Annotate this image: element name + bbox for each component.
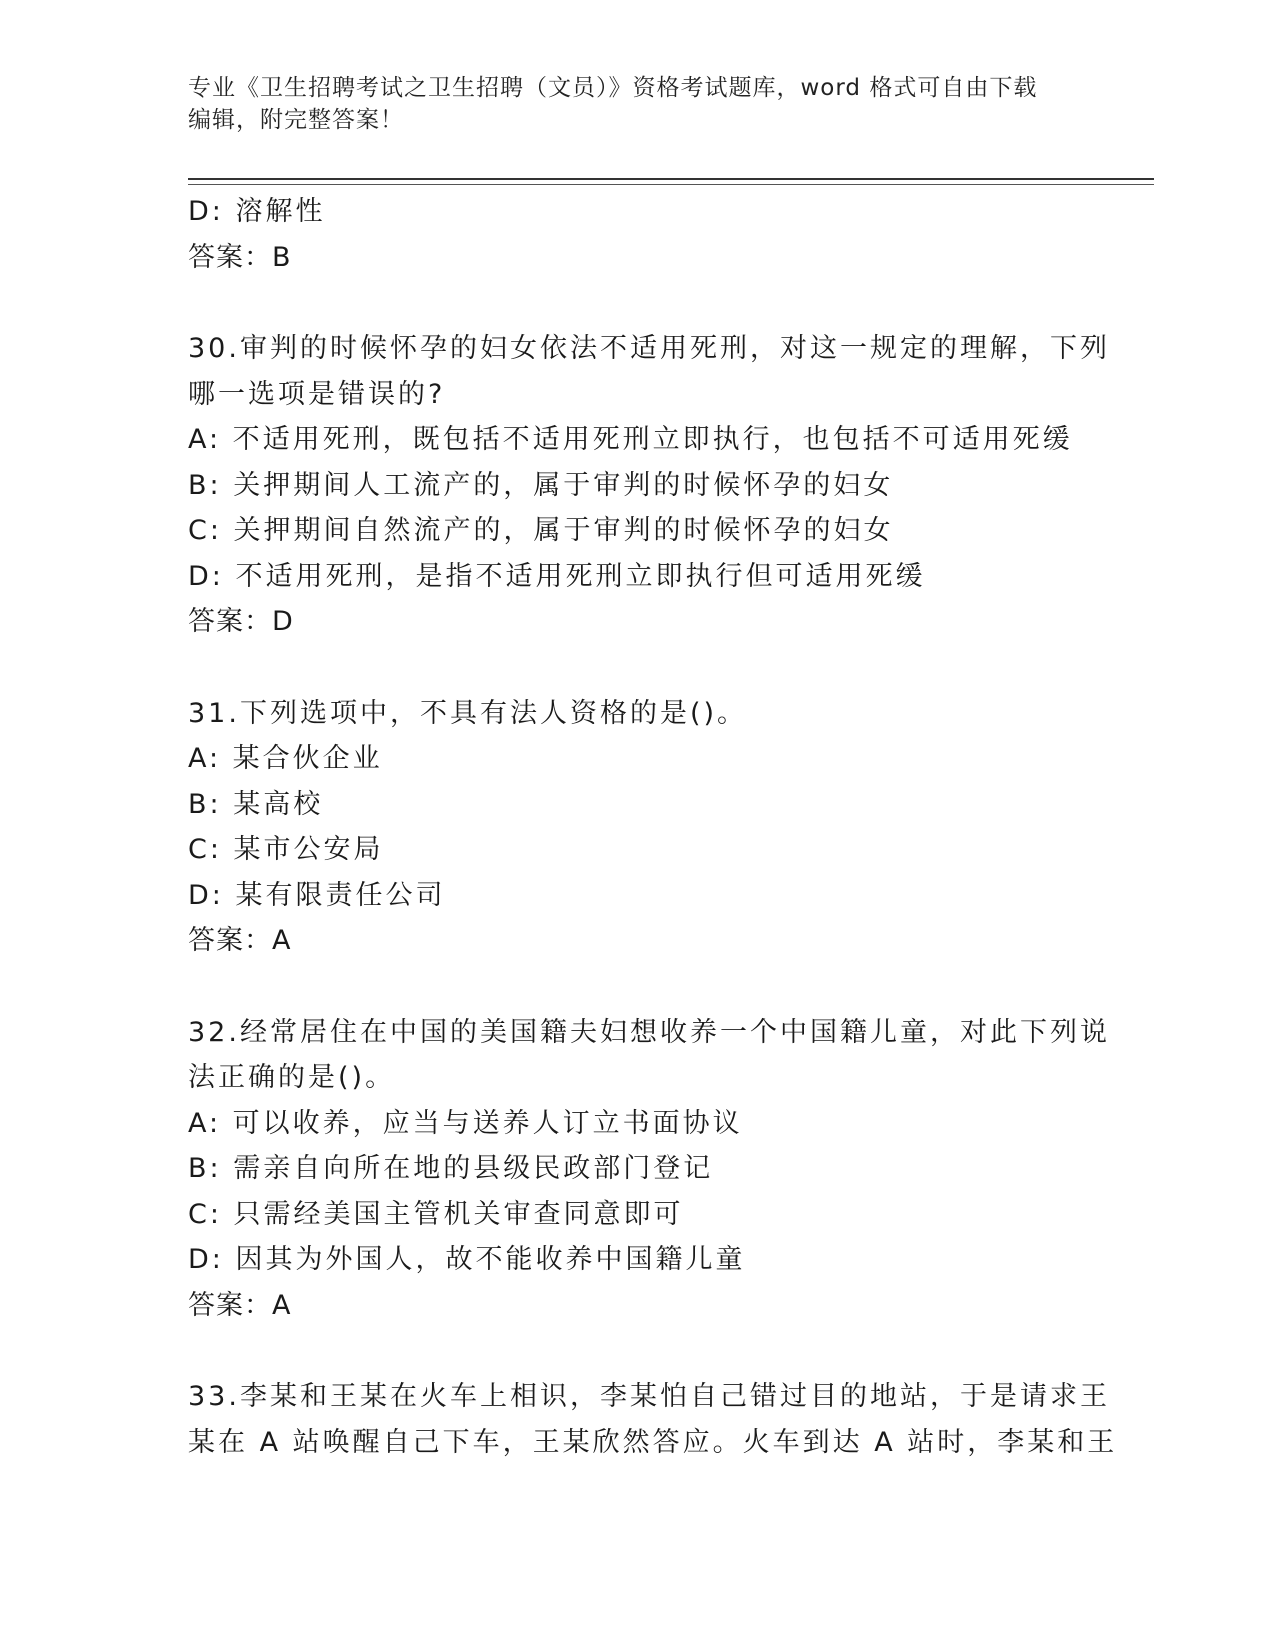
question-stem-line: 33.李某和王某在火车上相识，李某怕自己错过目的地站，于是请求王 (188, 1381, 1110, 1412)
spacer (188, 1328, 1088, 1374)
question-stem-line: 32.经常居住在中国的美国籍夫妇想收养一个中国籍儿童，对此下列说 (188, 1016, 1110, 1048)
question-stem-line: 法正确的是()。 (188, 1062, 396, 1093)
answer: 答案：D (188, 606, 294, 637)
spacer (188, 645, 1088, 691)
question-stem-line: 31.下列选项中，不具有法人资格的是()。 (188, 697, 748, 729)
option-d: D: 因其为外国人，故不能收养中国籍儿童 (188, 1244, 746, 1275)
header-divider-thick (188, 178, 1154, 180)
question-stem-line: 30.审判的时候怀孕的妇女依法不适用死刑，对这一规定的理解，下列 (188, 333, 1110, 364)
option-a: A: 不适用死刑，既包括不适用死刑立即执行，也包括不可适用死缓 (188, 424, 1073, 455)
option-c: C: 只需经美国主管机关审查同意即可 (188, 1198, 684, 1230)
option-c: C: 关押期间自然流产的，属于审判的时候怀孕的妇女 (188, 515, 894, 546)
spacer (188, 964, 1088, 1010)
header-line-2: 编辑，附完整答案！ (188, 107, 404, 133)
header-divider-thin (188, 184, 1154, 185)
header-line-1: 专业《卫生招聘考试之卫生招聘（文员）》资格考试题库，word 格式可自由下载 (188, 75, 1038, 101)
question-stem-line: 某在 A 站唤醒自己下车，王某欣然答应。火车到达 A 站时，李某和王 (188, 1426, 1118, 1458)
spacer (188, 280, 1088, 326)
question-29-answer: 答案：B (188, 241, 292, 273)
option-c: C: 某市公安局 (188, 834, 384, 865)
question-33 (188, 1374, 1118, 1465)
option-a: A: 某合伙企业 (188, 743, 383, 774)
question-list (188, 189, 1118, 1465)
option-a: A: 可以收养，应当与送养人订立书面协议 (188, 1107, 743, 1139)
page-header (188, 72, 1088, 136)
option-b: B: 关押期间人工流产的，属于审判的时候怀孕的妇女 (188, 469, 894, 501)
question-30 (188, 326, 1110, 645)
question-31 (188, 691, 1088, 964)
option-d: D: 某有限责任公司 (188, 879, 446, 911)
option-d: D: 不适用死刑，是指不适用死刑立即执行但可适用死缓 (188, 560, 926, 592)
question-stem-line: 哪一选项是错误的? (188, 378, 446, 410)
answer: 答案：A (188, 1289, 292, 1321)
option-b: B: 需亲自向所在地的县级民政部门登记 (188, 1153, 714, 1184)
question-32 (188, 1010, 1110, 1329)
answer: 答案：A (188, 925, 292, 956)
option-b: B: 某高校 (188, 788, 324, 820)
question-29-option-d: D: 溶解性 (188, 196, 326, 227)
